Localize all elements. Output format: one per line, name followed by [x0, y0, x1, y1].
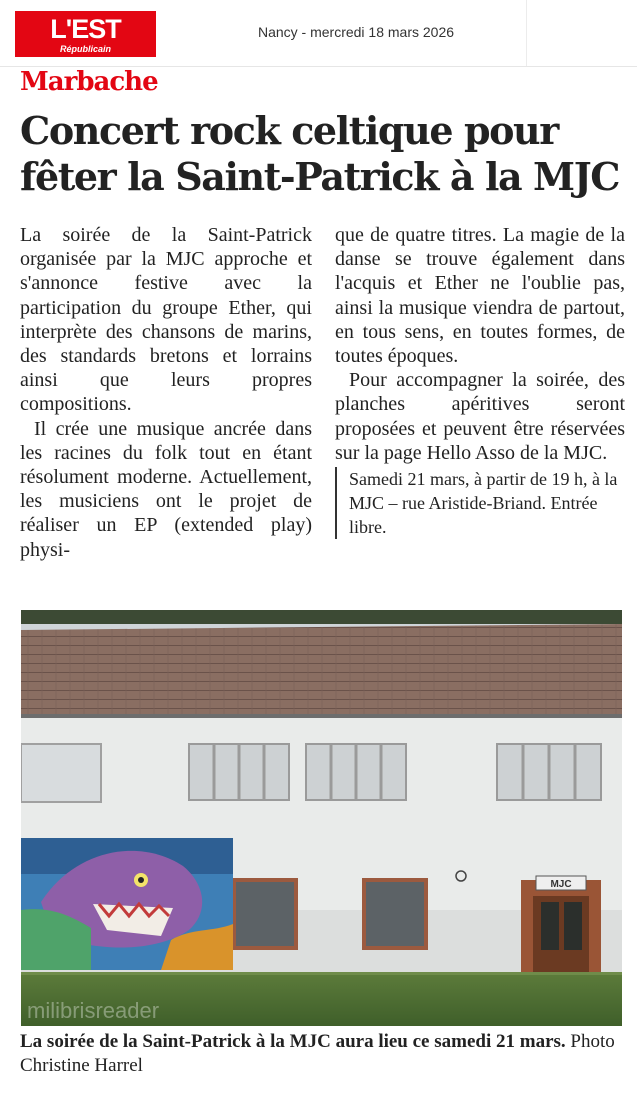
newspaper-logo[interactable]	[15, 11, 156, 57]
logo-subtext: Républicain	[59, 44, 111, 54]
paragraph: La soirée de la Saint-Patrick organisée par la MJC approche et s'annonce festive avec la participation du groupe Ether, qui interprète des chansons de marins, des standards bretons et lorrains ainsi que leurs propres compositions.	[20, 224, 312, 416]
edition-dateline: Nancy - mercredi 18 mars 2026	[257, 24, 455, 40]
article-column-left	[20, 223, 312, 562]
photo-caption	[20, 1030, 620, 1078]
photo-scene	[21, 610, 622, 1026]
event-info-box: Samedi 21 mars, à partir de 19 h, à la MJC – rue Aristide-Briand. Entrée libre.	[335, 467, 625, 539]
caption-text: La soirée de la Saint-Patrick à la MJC aura lieu ce samedi 21 mars.	[20, 1031, 566, 1052]
paragraph: que de quatre titres. La magie de la danse se trouve également dans l'acquis et Ether ne l'oublie pas, ainsi la musique viendra de partout, en tous sens, en toutes formes, de toutes époques.	[335, 224, 625, 368]
photo-watermark: milibrisreader	[27, 998, 160, 1023]
article-column-right	[335, 223, 625, 539]
paragraph: Pour accompagner la soirée, des planches apéritives seront proposées et peuvent être réservées sur la page Hello Asso de la MJC.	[335, 369, 625, 464]
logo-text: L'EST	[50, 14, 121, 44]
article-rubric: Marbache	[20, 67, 158, 97]
article-photo[interactable]	[21, 610, 622, 1026]
article-headline: Concert rock celtique pour fêter la Saint-Patrick à la MJC	[20, 108, 620, 199]
header-divider	[526, 0, 527, 66]
building-sign-text: MJC	[550, 879, 572, 890]
masthead-bar	[0, 0, 637, 67]
paragraph: Il crée une musique ancrée dans les racines du folk tout en étant résolument moderne. Actuellement, les musiciens ont le projet de réaliser un EP (extended play) physi-	[20, 417, 312, 561]
photo-credit: Photo Christine Harrel	[20, 1031, 615, 1076]
